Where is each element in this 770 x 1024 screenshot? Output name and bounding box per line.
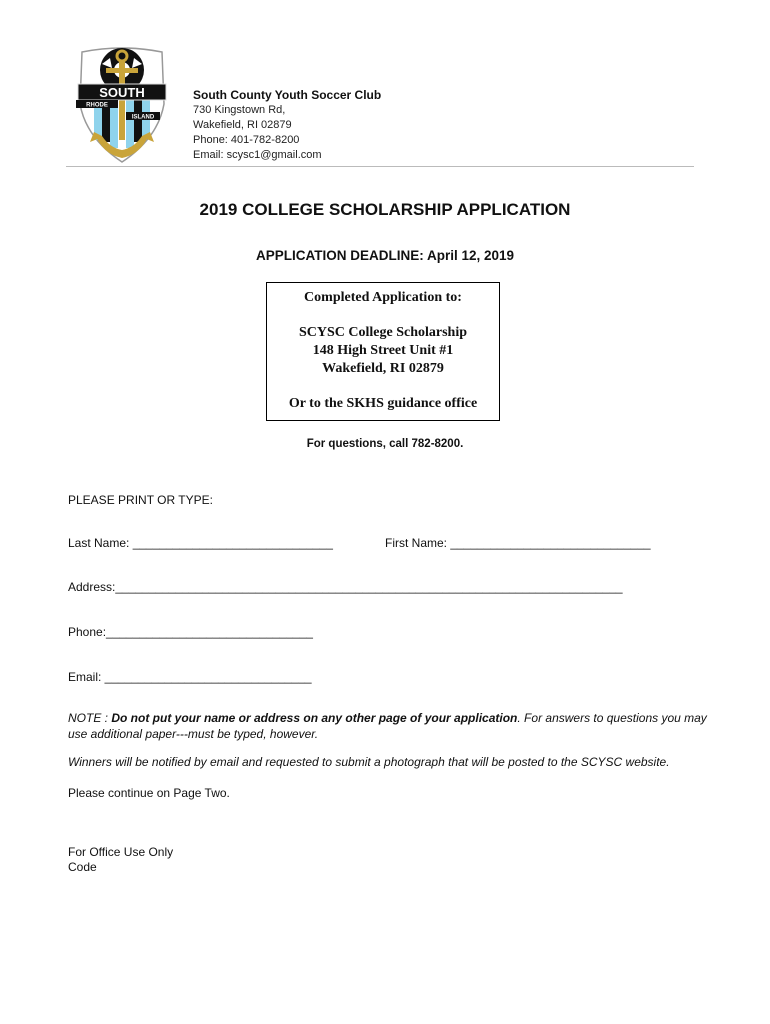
application-deadline: APPLICATION DEADLINE: April 12, 2019: [255, 248, 515, 263]
org-email: Email: scysc1@gmail.com: [193, 149, 322, 161]
logo-banner-text: SOUTH: [99, 85, 145, 100]
org-address-line2: Wakefield, RI 02879: [193, 119, 292, 131]
last-name-field[interactable]: Last Name: ______________________________: [68, 536, 333, 550]
club-crest-icon: [72, 46, 172, 164]
first-name-field[interactable]: First Name: ______________________________: [385, 536, 651, 550]
questions-contact: For questions, call 782-8200.: [306, 438, 464, 450]
document-title: 2019 COLLEGE SCHOLARSHIP APPLICATION: [199, 200, 571, 219]
org-address-line1: 730 Kingstown Rd,: [193, 104, 286, 116]
mail-box-street: 148 High Street Unit #1: [312, 343, 454, 358]
note-paragraph: [68, 710, 708, 742]
org-phone: Phone: 401-782-8200: [193, 134, 300, 146]
logo-sub-left: RHODE: [86, 102, 108, 109]
phone-field[interactable]: Phone:_______________________________: [68, 625, 313, 639]
email-field[interactable]: Email: _______________________________: [68, 670, 312, 684]
mail-box-recipient: SCYSC College Scholarship: [298, 325, 468, 340]
office-use-label: For Office Use Only: [68, 845, 174, 859]
mail-box-city: Wakefield, RI 02879: [322, 361, 444, 376]
winners-notice: Winners will be notified by email and requested to submit a photograph that will be posted to the SCYSC website.: [68, 755, 670, 769]
note-suffix: . For answers to questions you may use additional paper---must be typed, however.: [68, 711, 707, 741]
print-instruction: PLEASE PRINT OR TYPE:: [68, 493, 213, 507]
org-name: South County Youth Soccer Club: [193, 88, 382, 102]
club-logo: [72, 46, 172, 164]
note-bold-warning: Do not put your name or address on any other page of your application: [111, 711, 518, 725]
office-code-label: Code: [68, 860, 97, 874]
note-prefix: NOTE :: [68, 711, 112, 725]
mail-box-alternative: Or to the SKHS guidance office: [288, 396, 478, 411]
mail-box-heading: Completed Application to:: [304, 290, 462, 305]
mailing-address-box: [266, 282, 500, 421]
continue-notice: Please continue on Page Two.: [68, 786, 230, 800]
header-divider: [66, 166, 694, 167]
address-field[interactable]: Address:____________________________________________________________________________: [68, 580, 623, 594]
logo-sub-right: ISLAND: [131, 114, 155, 121]
